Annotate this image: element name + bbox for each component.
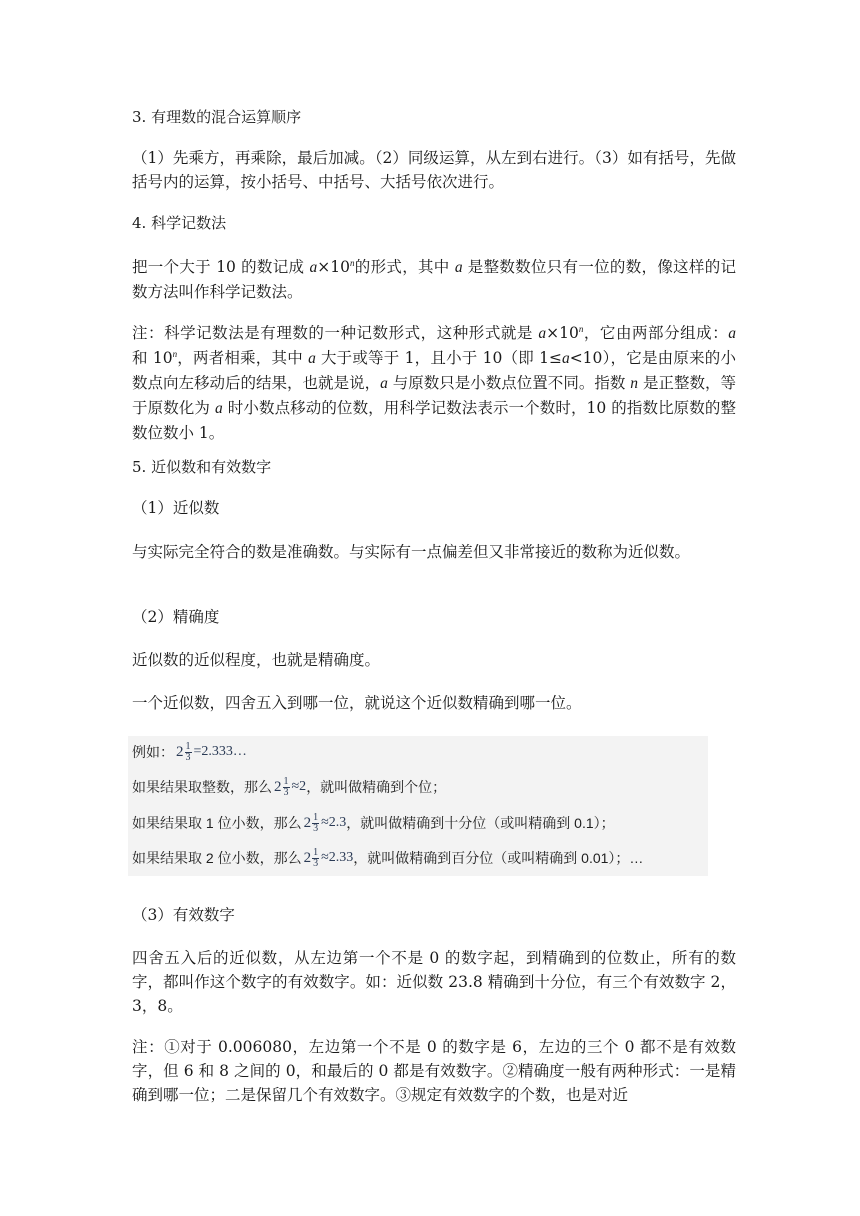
example-image	[128, 736, 708, 876]
mixed-number: 2 $\frac{1}{3}$	[303, 811, 319, 834]
example-line-2: 如果结果取整数，那么 2 $\frac{1}{3}$ ≈2 ，就叫做精确到个位；	[132, 775, 447, 798]
mixed-number: 2 $\frac{1}{3}$	[176, 740, 191, 763]
section-5-title: 5. 近似数和有效数字	[132, 458, 272, 476]
mixed-number: 2 $\frac{1}{3}$	[303, 846, 319, 869]
subsection-sigfig-body: 四舍五入后的近似数，从左边第一个不是 0 的数字起，到精确到的位数止，所有的数字，都叫作这个数字的有效数字。如：近似数 23.8 精确到十分位，有三个有效数字 2，3，8。	[132, 949, 736, 1015]
section-3-body: （1）先乘方，再乘除，最后加减。（2）同级运算，从左到右进行。（3）如有括号，先做括号内的运算，按小括号、中括号、大括号依次进行。	[132, 149, 736, 191]
section-4-body: 把一个大于 10 的数记成 $a\times 10^n$的形式，其中 a 是整数数位只有一位的数，像这样的记数方法叫作科学记数法。	[132, 258, 736, 301]
subsection-sigfig-title: （3）有效数字	[132, 906, 235, 924]
subsection-approx-body: 与实际完全符合的数是准确数。与实际有一点偏差但又非常接近的数称为近似数。	[132, 543, 691, 561]
example-line-1: 例如： 2 $\frac{1}{3}$ =2.333…	[132, 740, 247, 763]
subsection-approx-title: （1）近似数	[132, 499, 220, 517]
section-4-title: 4. 科学记数法	[132, 214, 227, 232]
example-line-4: 如果结果取 2 位小数，那么 2 $\frac{1}{3}$ ≈2.33 ，就叫做精确到百分位（或叫精确到 0.01）；…	[132, 846, 644, 869]
note-significant-figures: 注：①对于 0.006080，左边第一个不是 0 的数字是 6，左边的三个 0 都不是有效数字，但 6 和 8 之间的 0，和最后的 0 都是有效数字。②精确度一般有两种形式：一是精确到哪一位；二是保留几个有效数字。③规定有效数字的个数，也是对近	[132, 1038, 736, 1104]
subsection-precision-title: （2）精确度	[132, 608, 220, 626]
subsection-precision-body2: 一个近似数，四舍五入到哪一位，就说这个近似数精确到哪一位。	[132, 694, 582, 712]
note-scientific-notation: 注：科学记数法是有理数的一种记数形式，这种形式就是 $a\times 10^n$，它由两部分组成：a 和 10$^n$，两者相乘，其中 a 大于或等于 1，且小于 10（即 1≤a<10），它是由原来的小数点向左移动后的结果，也就是说，a 与原数只是小数点位置不同。指数 n 是正整数，等于原数化为 a 时小数点移动的位数，用科学记数法表示一个数时，10 的指数比原数的整数位数小 1。	[132, 324, 736, 442]
mixed-number: 2 $\frac{1}{3}$	[274, 775, 289, 798]
section-3-title: 3. 有理数的混合运算顺序	[132, 108, 302, 126]
example-line-3: 如果结果取 1 位小数，那么 2 $\frac{1}{3}$ ≈2.3 ，就叫做精确到十分位（或叫精确到 0.1）；	[132, 811, 615, 834]
subsection-precision-body1: 近似数的近似程度，也就是精确度。	[132, 651, 381, 669]
